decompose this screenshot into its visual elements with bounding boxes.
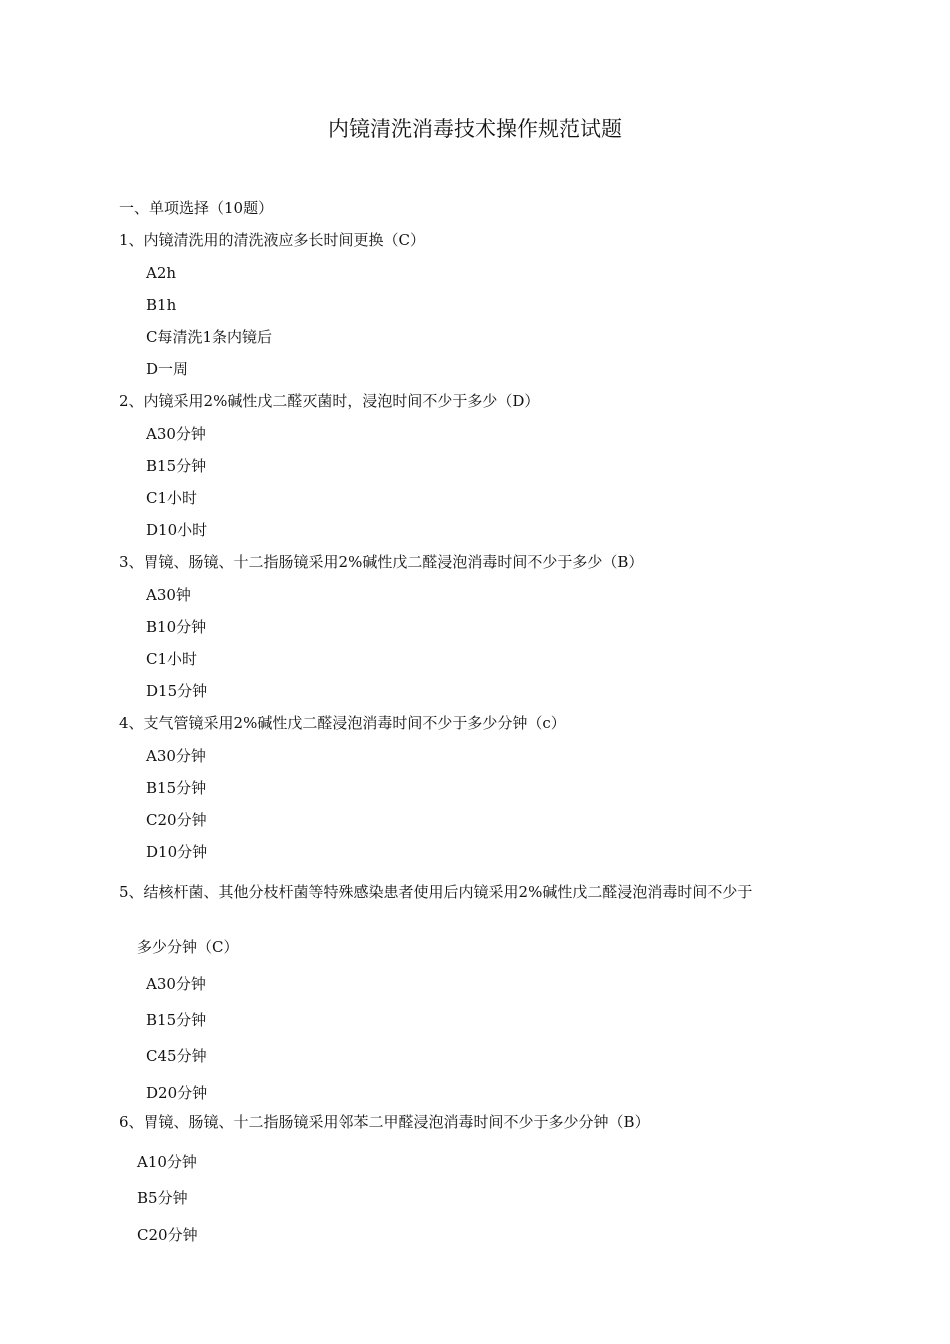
question-1-option-b: B1h (146, 296, 177, 314)
question-3-option-c: C1小时 (146, 650, 198, 668)
question-3-option-d: D15分钟 (146, 682, 208, 700)
question-3-option-a: A30钟 (146, 586, 191, 604)
question-6: 6、胃镜、肠镜、十二指肠镜采用邻苯二甲醛浸泡消毒时间不少于多少分钟（B） (119, 1113, 650, 1131)
question-5-continuation: 多少分钟（C） (137, 938, 239, 956)
question-6-option-a: A10分钟 (137, 1153, 197, 1171)
question-6-option-c: C20分钟 (137, 1226, 198, 1244)
question-5-option-b: B15分钟 (146, 1011, 207, 1029)
question-2-option-a: A30分钟 (146, 425, 206, 443)
question-1-option-a: A2h (146, 264, 177, 282)
question-2-option-c: C1小时 (146, 489, 198, 507)
section-heading: 一、单项选择（10题） (119, 199, 274, 217)
question-2-option-d: D10小时 (146, 521, 208, 539)
question-2: 2、内镜采用2%碱性戊二醛灭菌时，浸泡时间不少于多少（D） (119, 392, 540, 410)
question-1-option-d: D一周 (146, 360, 189, 378)
page-title: 内镜清洗消毒技术操作规范试题 (328, 117, 622, 141)
question-5: 5、结核杆菌、其他分枝杆菌等特殊感染患者使用后内镜采用2%碱性戊二醛浸泡消毒时间不少于 (119, 883, 753, 901)
question-5-option-d: D20分钟 (146, 1084, 208, 1102)
question-3: 3、胃镜、肠镜、十二指肠镜采用2%碱性戊二醛浸泡消毒时间不少于多少（B） (119, 553, 644, 571)
question-4-option-d: D10分钟 (146, 843, 208, 861)
question-2-option-b: B15分钟 (146, 457, 207, 475)
question-4-option-c: C20分钟 (146, 811, 207, 829)
question-3-option-b: B10分钟 (146, 618, 207, 636)
question-1: 1、内镜清洗用的清洗液应多长时间更换（C） (119, 231, 426, 249)
question-5-option-c: C45分钟 (146, 1047, 207, 1065)
question-4-option-a: A30分钟 (146, 747, 206, 765)
question-5-option-a: A30分钟 (146, 975, 206, 993)
question-4: 4、支气管镜采用2%碱性戊二醛浸泡消毒时间不少于多少分钟（c） (119, 714, 566, 732)
question-4-option-b: B15分钟 (146, 779, 207, 797)
question-6-option-b: B5分钟 (137, 1189, 188, 1207)
question-1-option-c: C每清洗1条内镜后 (146, 328, 273, 346)
